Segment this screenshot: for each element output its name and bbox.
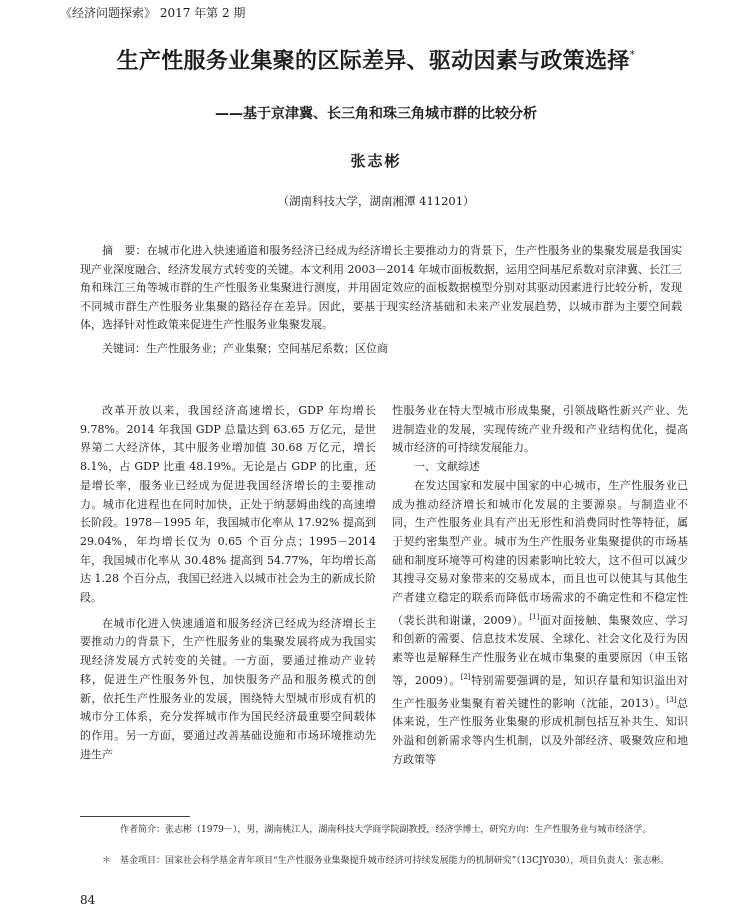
body-column-left [80, 402, 376, 764]
title-footnote-mark: * [629, 48, 636, 61]
author-affiliation: （湖南科技大学，湖南湘潭 411201） [277, 194, 475, 208]
body-paragraph: 改革开放以来，我国经济高速增长，GDP 年均增长 9.78%。2014 年我国 GDP 总量达到 63.65 万亿元，是世界第二大经济体，其中服务业增加值 30.68 万亿元，增长 8.1%，占 GDP 比重 48.19%。无论是占 GDP 的比重，还是增长率，服务业已经成为促进我国经济增长的主要推动力。城市化进程也在同时加快，正处于纳瑟姆曲线的高速增长阶段。1978－1995 年，我国城市化率从 17.92% 提高到 29.04%，年均增长仅为 0.65 个百分点；1995－2014 年，我国城市化率从 30.48% 提高到 54.77%，年均增长高达 1.28 个百分点，我国已经进入以城市社会为主的新成长阶段。 [80, 404, 376, 605]
footnote-author [80, 823, 690, 837]
footnote-fund [80, 854, 690, 868]
article-title [40, 44, 712, 75]
section-heading: 一、文献综述 [414, 460, 480, 474]
article-subtitle: ——基于京津冀、长三角和珠三角城市群的比较分析 [215, 106, 537, 122]
keywords-label: 关键词： [102, 341, 146, 355]
abstract-label: 摘 要： [102, 244, 147, 257]
title-text: 生产性服务业集聚的区际差异、驱动因素与政策选择 [116, 49, 630, 74]
abstract-text: 在城市化进入快速通道和服务经济已经成为经济增长主要推动力的背景下，生产性服务业的集聚发展是我国实现产业深度融合、经济发展方式转变的关键。本文利用 2003－2014 年城市面板数据，运用空间基尼系数对京津冀、长江三角和珠江三角等城市群的生产性服务业集聚进行测度，并用固定效应的面板数据模型分别对其驱动因素进行比较分析，发现不同城市群生产性服务业集聚的路径存在差异。因此，要基于现实经济基础和未来产业发展趋势，以城市群为主要空间载体，选择针对性政策来促进生产性服务业集聚发展。 [80, 244, 683, 331]
journal-header: 《经济问题探索》 2017 年第 2 期 [60, 6, 246, 20]
page-number: 84 [80, 893, 96, 907]
keywords-line [80, 340, 682, 359]
citation-ref: [2] [460, 672, 471, 681]
footnote-text: 作者简介：张志彬（1979－），男，湖南桃江人，湖南科技大学商学院副教授，经济学博士，研究方向：生产性服务业与城市经济学。 [120, 825, 652, 835]
citation-ref: [1] [529, 612, 540, 621]
footnote-text: ＊ 基金项目：国家社会科学基金青年项目“生产性服务业集聚提升城市经济可持续发展能力的机制研究”（13CJY030），项目负责人：张志彬。 [102, 856, 670, 866]
body-paragraph: 在城市化进入快速通道和服务经济已经成为经济增长主要推动力的背景下，生产性服务业的集聚发展将成为我国实现经济发展方式转变的关键。一方面，要通过推动产业转移，促进生产性服务外包，加快服务产品和服务模式的创新，依托生产性服务业的发展，围绕特大型城市形成有机的城市分工体系，充分发挥城市作为国民经济最重要空间载体的作用。另一方面，要通过改善基础设施和市场环境推动先进生产 [80, 616, 376, 761]
body-paragraph: 性服务业在特大型城市形成集聚，引领战略性新兴产业、先进制造业的发展，实现传统产业升级和产业结构优化，提高城市经济的可持续发展能力。 [392, 404, 688, 455]
abstract-paragraph [80, 242, 682, 335]
author-name: 张志彬 [350, 152, 402, 170]
abstract-block [80, 242, 682, 358]
body-paragraph [392, 477, 688, 770]
body-column-right [392, 402, 688, 769]
body-text: 面对面接触、集聚效应、学习和创新的需要、信息技术发展、全球化、社会文化及行为因素等也是解释生产性服务业在城市集聚的重要原因（申玉铭等，2009）。 [392, 613, 688, 687]
footnote-divider [80, 816, 190, 817]
body-text: 特别需要强调的是，知识存量和知识溢出对生产性服务业集聚有着关键性的影响（沈能，2013）。 [392, 673, 688, 710]
body-text: 在发达国家和发展中国家的中心城市，生产性服务业已成为推动经济增长和城市化发展的主要源泉。与制造业不同，生产性服务业具有产出无形性和消费同时性等特征，属于契约密集型产业。城市为生产性服务业集聚提供的市场基础和制度环境等可构建的因素影响比较大，这不但可以减少其搜寻交易对象带来的交易成本，而且也可以使其与其他生产者建立稳定的联系而降低市场需求的不确定性和不稳定性（裴长洪和谢谦，2009）。 [392, 478, 688, 627]
body-text: 总体来说，生产性服务业集聚的形成机制包括互补共生、知识外溢和创新需求等内生机制，以及外部经济、吸聚效应和地方政策等 [392, 696, 689, 766]
citation-ref: [3] [666, 695, 677, 704]
keywords-text: 生产性服务业；产业集聚；空间基尼系数；区位商 [146, 341, 388, 355]
